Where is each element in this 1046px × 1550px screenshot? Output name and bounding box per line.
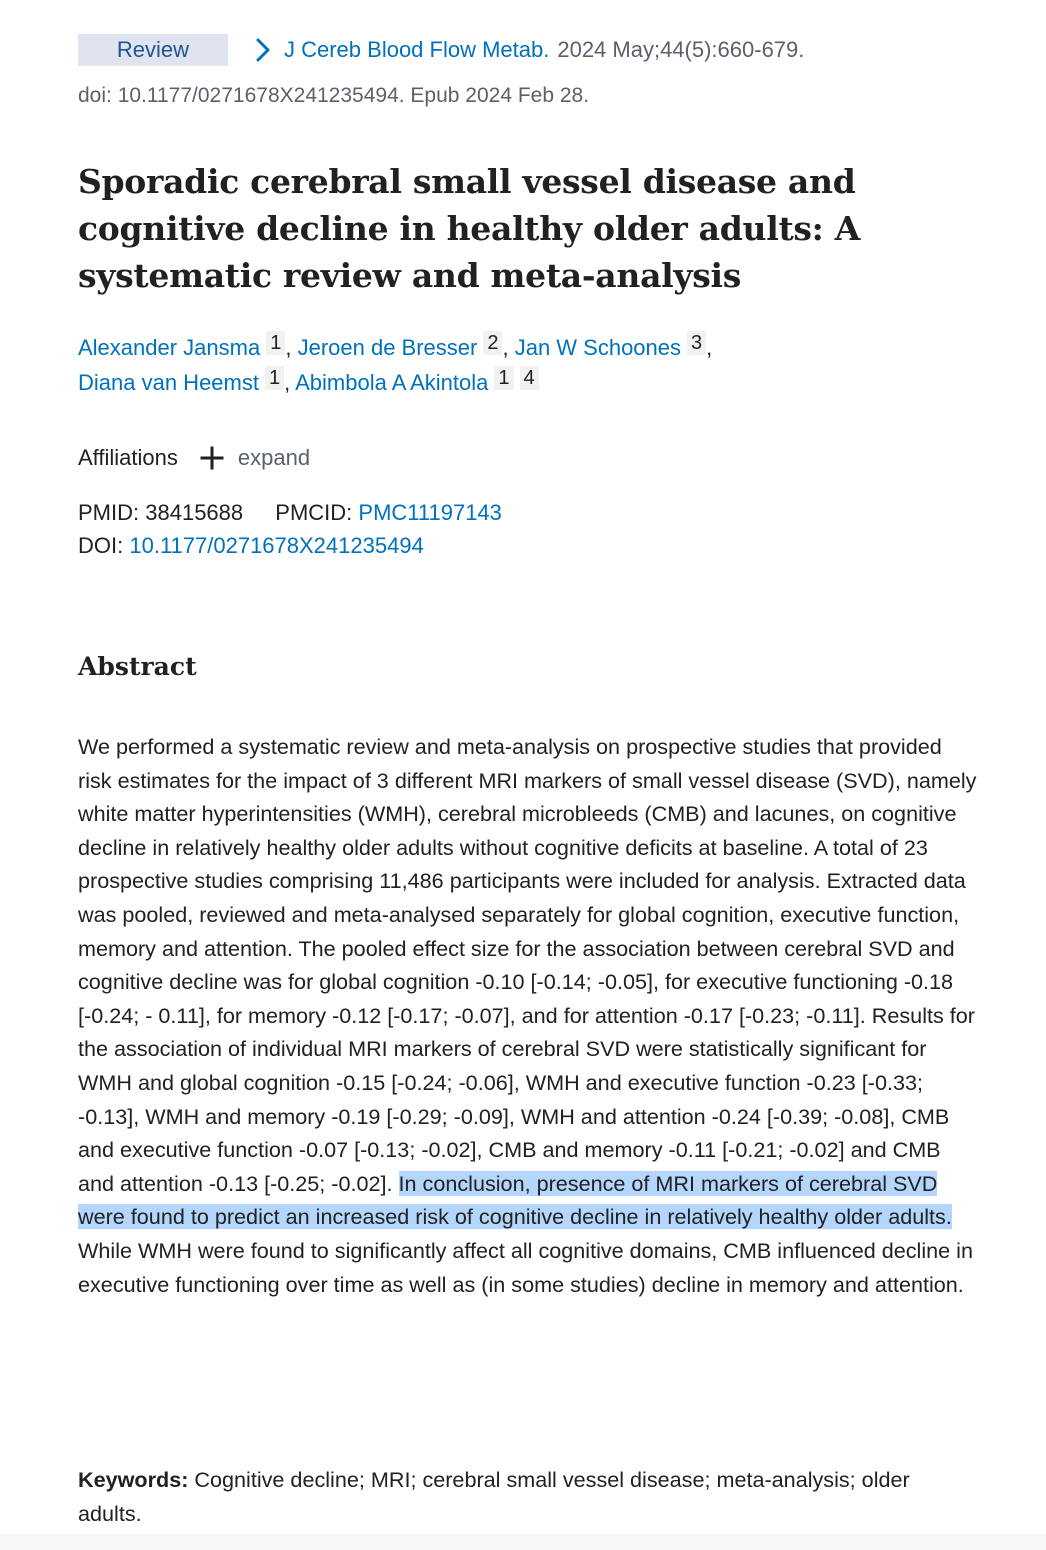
id-row (78, 529, 502, 562)
affiliation-number[interactable]: 1 (265, 366, 284, 390)
affiliation-number[interactable]: 4 (520, 366, 539, 390)
abstract-body-end: While WMH were found to significantly affect all cognitive domains, CMB influenced decline in executive functioning over time as well as (in some studies) decline in memory and attention. (78, 1237, 973, 1297)
pmid-value: 38415688 (145, 500, 244, 525)
pmid-label: PMID: (78, 500, 140, 525)
pmcid-link[interactable]: PMC11197143 (358, 500, 502, 525)
author-list (78, 330, 978, 400)
doi-link[interactable]: 10.1177/0271678X241235494 (129, 533, 424, 558)
affiliation-number[interactable]: 3 (687, 331, 706, 355)
article-type-badge: Review (78, 34, 228, 66)
affiliations-toggle[interactable] (78, 445, 310, 471)
doi-label: DOI: (78, 533, 124, 558)
abstract-heading: Abstract (78, 652, 197, 681)
journal-link[interactable]: J Cereb Blood Flow Metab. (284, 37, 550, 62)
highlighted-text-selection[interactable]: In conclusion, presence of MRI markers of cerebral SVD were found to predict an increased risk of cognitive decline in relatively healthy older adults. (78, 1170, 952, 1230)
article-identifiers (78, 496, 502, 562)
affiliation-number[interactable]: 1 (266, 331, 285, 355)
author-line: Diana van Heemst 1 , Abimbola A Akintola 1 4 (78, 365, 978, 400)
citation-doi-line: doi: 10.1177/0271678X241235494. Epub 2024 Feb 28. (78, 84, 590, 107)
author-line: Alexander Jansma 1 , Jeroen de Bresser 2 , Jan W Schoones 3 , (78, 332, 713, 360)
author-link[interactable]: Diana van Heemst (78, 370, 259, 395)
keywords (78, 1463, 978, 1530)
affiliations-label: Affiliations (78, 445, 178, 470)
abstract-body: We performed a systematic review and meta-analysis on prospective studies that provided risk estimates for the impact of 3 different MRI markers of small vessel disease (SVD), namely white matter hyperintensities (WMH), cerebral microbleeds (CMB) and lacunes, on cognitive decline in relatively healthy older adults without cognitive deficits at baseline. A total of 23 prospective studies comprising 11,486 participants were included for analysis. Extracted data was pooled, reviewed and meta-analysed separately for global cognition, executive function, memory and attention. The pooled effect size for the association between cerebral SVD and cognitive decline was for global cognition -0.10 [-0.14; -0.05], for executive functioning -0.18 [-0.24; - 0.11], for memory -0.12 [-0.17; -0.07], and for attention -0.17 [-0.23; -0.11]. Results for the association of individual MRI markers of cerebral SVD were statistically significant for WMH and global cognition -0.15 [-0.24; -0.06], WMH and executive function -0.23 [-0.33; -0.13], WMH and memory -0.19 [-0.29; -0.09], WMH and attention -0.24 [-0.39; -0.08], CMB and executive function -0.07 [-0.13; -0.02], CMB and memory -0.11 [-0.21; -0.02] and CMB and attention -0.13 [-0.25; -0.02]. (78, 734, 977, 1196)
author-link[interactable]: Abimbola A Akintola (295, 370, 489, 395)
author-link[interactable]: Jeroen de Bresser (297, 335, 478, 360)
expand-button[interactable]: expand (237, 445, 311, 470)
pmcid-label: PMCID: (275, 500, 353, 525)
affiliation-number[interactable]: 2 (483, 331, 502, 355)
affiliation-number[interactable]: 1 (494, 366, 513, 390)
citation-row (78, 33, 804, 67)
abstract-text (78, 730, 978, 1301)
citation-details: 2024 May;44(5):660-679. (557, 37, 805, 62)
id-row (78, 496, 502, 529)
chevron-right-icon[interactable] (250, 37, 276, 63)
keywords-text: Cognitive decline; MRI; cerebral small vessel disease; meta-analysis; older adults. (78, 1467, 910, 1526)
keywords-label: Keywords: (78, 1467, 189, 1492)
author-link[interactable]: Jan W Schoones (514, 335, 682, 360)
author-link[interactable]: Alexander Jansma (78, 335, 261, 360)
plus-icon[interactable] (200, 446, 224, 470)
article-title: Sporadic cerebral small vessel disease and cognitive decline in healthy older adults: A systematic review and meta-analysis (78, 162, 861, 295)
page-footer-band (0, 1534, 1046, 1550)
